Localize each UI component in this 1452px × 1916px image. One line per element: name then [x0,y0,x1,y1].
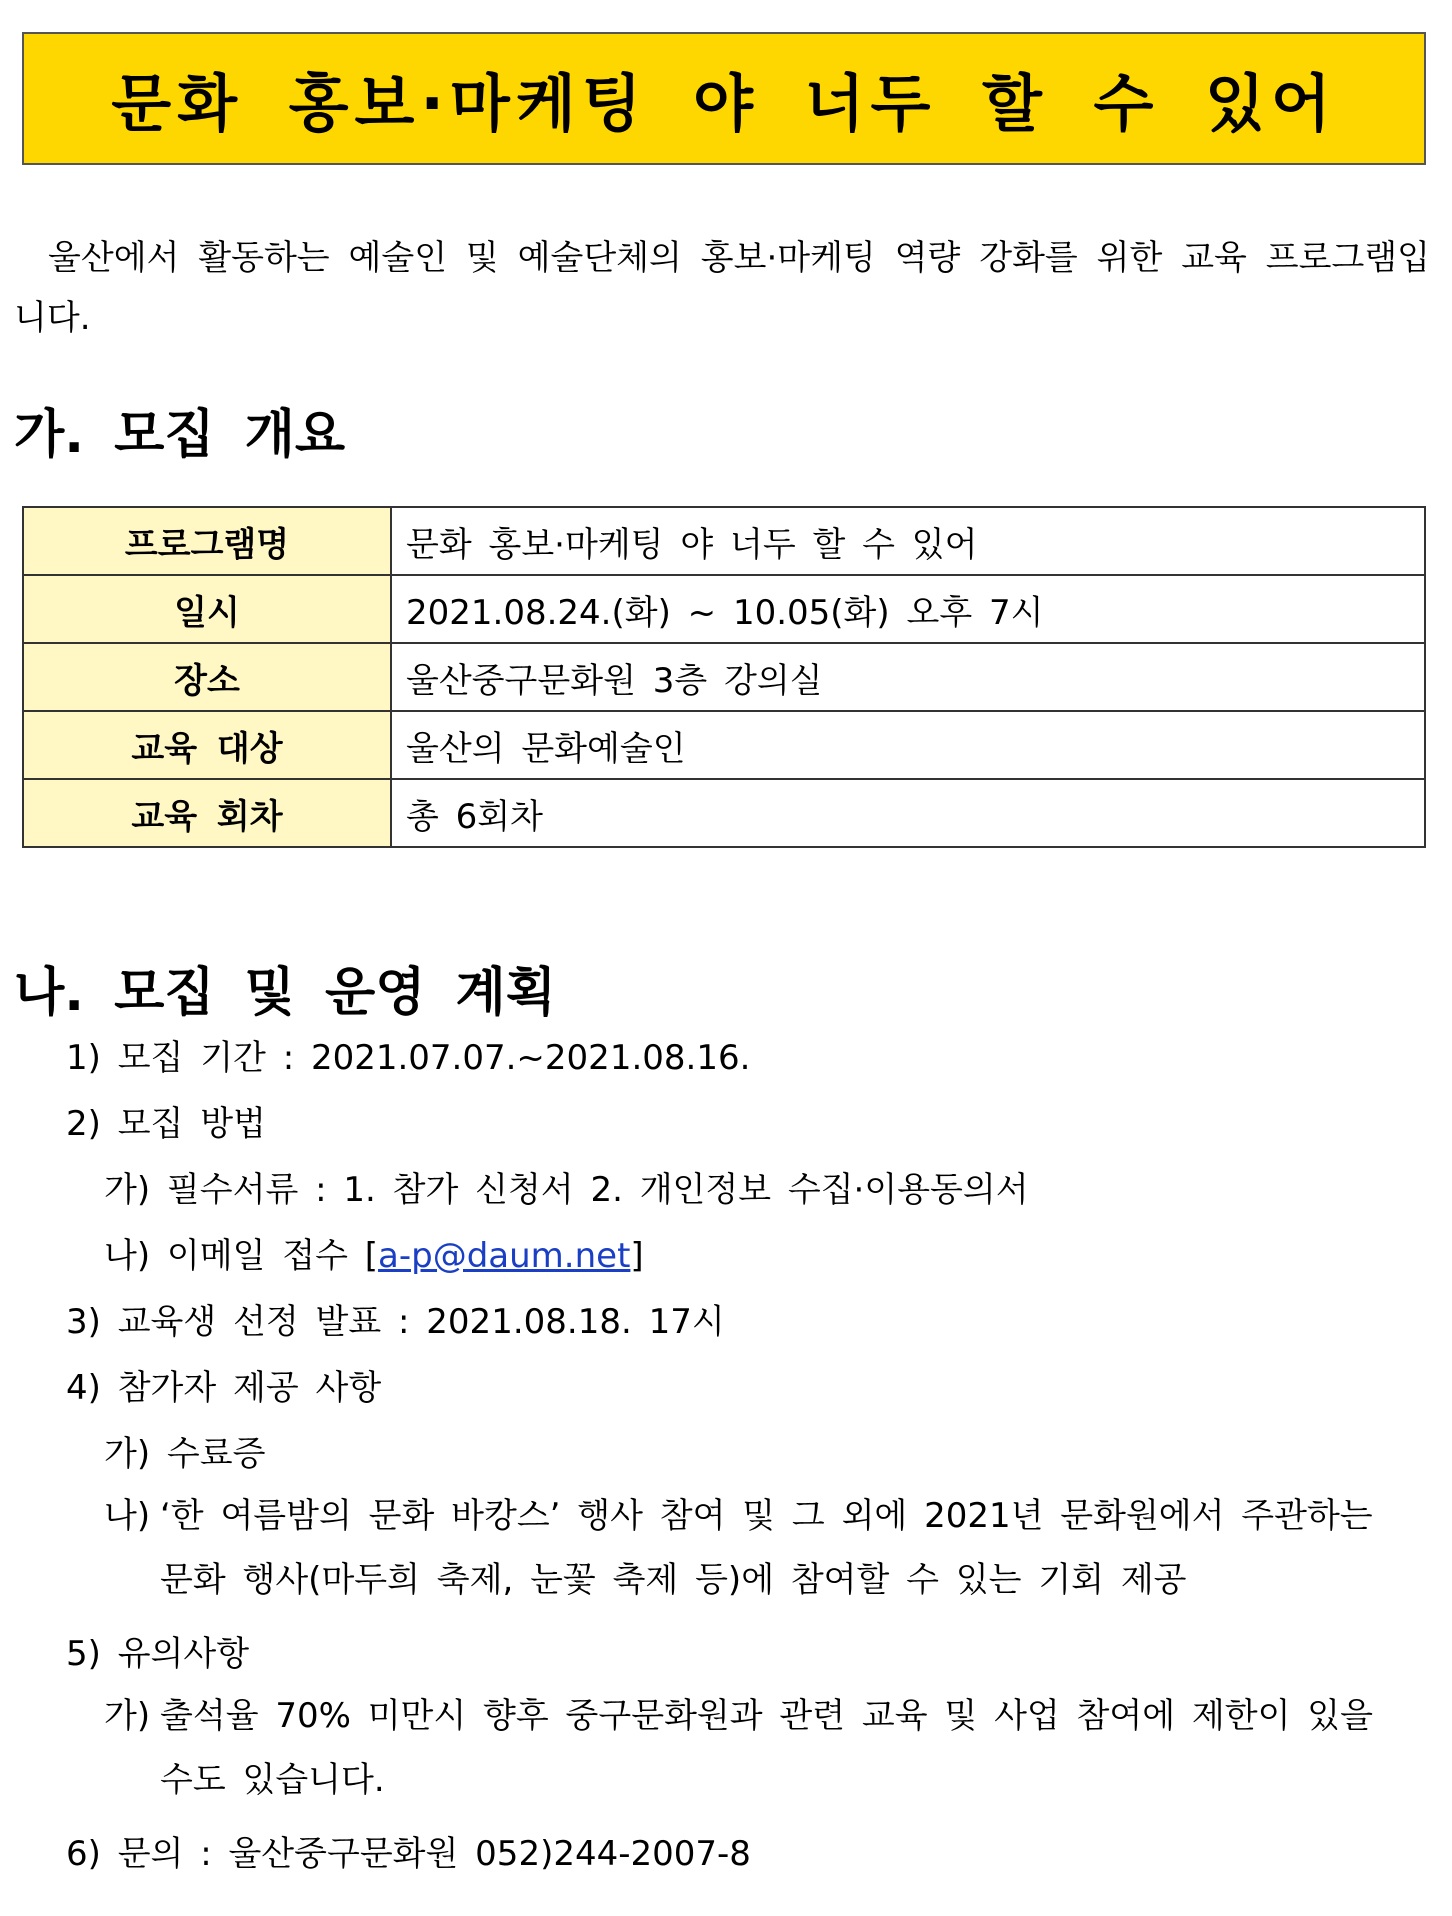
plan-item-benefits: 4) 참가자 제공 사항 [66,1368,382,1408]
section-heading-overview: 가. 모집 개요 [14,405,346,465]
plan-item-notes: 5) 유의사항 [66,1634,250,1674]
overview-table [22,506,1426,848]
email-prefix: 나) 이메일 접수 [ [104,1236,379,1276]
plan-subitem-attendance [104,1684,1430,1812]
plan-item-contact: 6) 문의 : 울산중구문화원 052)244-2007-8 [66,1834,751,1874]
row-value: 2021.08.24.(화) ~ 10.05(화) 오후 7시 [391,575,1425,643]
row-value: 울산중구문화원 3층 강의실 [391,643,1425,711]
email-suffix: ] [630,1236,644,1276]
row-label: 장소 [23,643,391,711]
row-label: 일시 [23,575,391,643]
plan-item-method: 2) 모집 방법 [66,1104,266,1144]
table-row [23,643,1425,711]
plan-subitem-certificate: 가) 수료증 [104,1434,266,1474]
events-line1: ‘한 여름밤의 문화 바캉스’ 행사 참여 및 그 외에 2021년 문화원에서 주관하는 [160,1496,1373,1536]
plan-subitem-documents: 가) 필수서류 : 1. 참가 신청서 2. 개인정보 수집·이용동의서 [104,1170,1029,1210]
events-line2: 문화 행사(마두희 축제, 눈꽃 축제 등)에 참여할 수 있는 기회 제공 [160,1560,1187,1600]
attendance-line2: 수도 있습니다. [160,1760,385,1800]
plan-subitem-email [104,1228,644,1277]
table-row [23,507,1425,575]
plan-subitem-events [104,1484,1430,1612]
intro-paragraph: 울산에서 활동하는 예술인 및 예술단체의 홍보·마케팅 역량 강화를 위한 교육 프로그램입니다. [14,238,1430,338]
plan-item-announcement: 3) 교육생 선정 발표 : 2021.08.18. 17시 [66,1302,725,1342]
section-heading-plan: 나. 모집 및 운영 계획 [14,963,557,1023]
row-label: 교육 회차 [23,779,391,847]
row-label: 프로그램명 [23,507,391,575]
row-value: 울산의 문화예술인 [391,711,1425,779]
page-title: 문화 홍보·마케팅 야 너두 할 수 있어 [111,67,1337,140]
item-marker: 나) [104,1496,151,1536]
attendance-line1: 출석율 70% 미만시 향후 중구문화원과 관련 교육 및 사업 참여에 제한이 있을 [160,1696,1373,1736]
table-row [23,575,1425,643]
email-link[interactable]: a-p@daum.net [378,1236,631,1276]
row-value: 문화 홍보·마케팅 야 너두 할 수 있어 [391,507,1425,575]
row-label: 교육 대상 [23,711,391,779]
title-banner [22,32,1426,165]
row-value: 총 6회차 [391,779,1425,847]
plan-item-period: 1) 모집 기간 : 2021.07.07.~2021.08.16. [66,1038,751,1078]
table-row [23,711,1425,779]
item-marker: 가) [104,1696,151,1736]
table-row [23,779,1425,847]
